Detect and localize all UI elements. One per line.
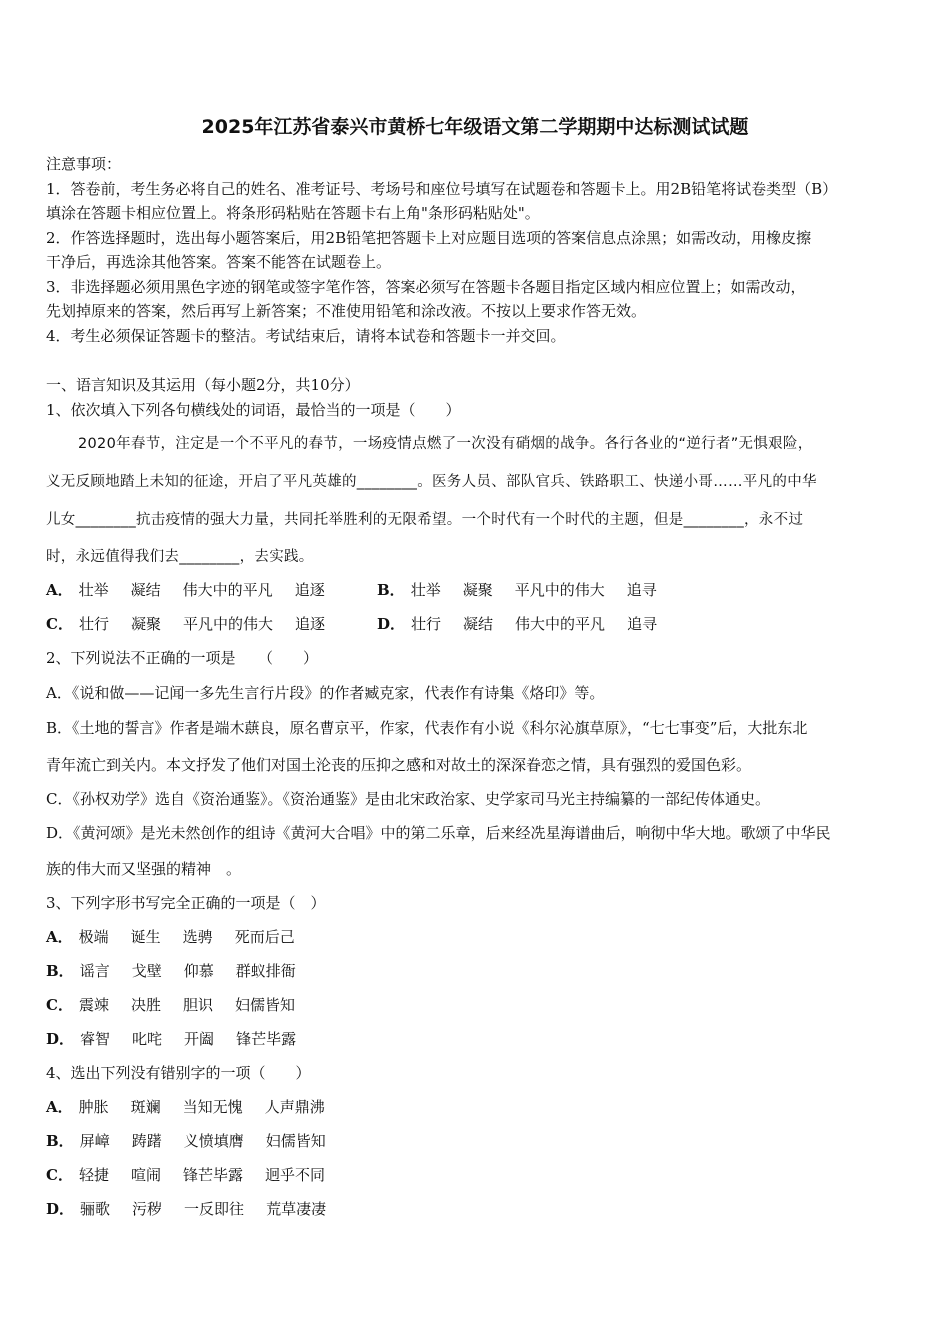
notice-line: 2．作答选择题时，选出每小题答案后，用2B铅笔把答题卡上对应题目选项的答案信息点涂黑；如需改动，用橡皮擦 xyxy=(46,229,812,247)
notice-line: 先划掉原来的答案，然后再写上新答案；不准使用铅笔和涂改液。不按以上要求作答无效。 xyxy=(46,302,647,320)
q1-option-d[interactable]: D． 壮行 凝结 伟大中的平凡 追寻 xyxy=(377,615,658,633)
q1-passage-line: 时，永远值得我们去________，去实践。 xyxy=(46,549,314,565)
q1-option-b[interactable]: B． 壮举 凝聚 平凡中的伟大 追寻 xyxy=(377,581,657,599)
q2-option-d[interactable]: D．《黄河颂》是光未然创作的组诗《黄河大合唱》中的第二乐章，后来经冼星海谱曲后，响彻中华大地。歌颂了中华民 xyxy=(46,824,831,842)
notice-heading: 注意事项： xyxy=(46,155,122,173)
notice-line: 1．答卷前，考生务必将自己的姓名、准考证号、考场号和座位号填写在试题卷和答题卡上。用2B铅笔将试卷类型（B） xyxy=(46,180,838,198)
q1-option-a[interactable]: A． 壮举 凝结 伟大中的平凡 追逐 xyxy=(46,581,325,599)
q1-stem: 1、依次填入下列各句横线处的词语，最恰当的一项是（ ） xyxy=(46,401,461,419)
q4-option-d[interactable]: D． 骊歌 污秽 一反即往 荒草凄凄 xyxy=(46,1200,327,1218)
q3-option-b[interactable]: B． 谣言 戈壁 仰慕 群蚁排衙 xyxy=(46,962,296,980)
q3-option-a[interactable]: A． 极端 诞生 选骋 死而后己 xyxy=(46,928,295,946)
q2-option-c[interactable]: C．《孙权劝学》选自《资治通鉴》。《资治通鉴》是由北宋政治家、史学家司马光主持编纂的一部纪传体通史。 xyxy=(46,790,770,808)
notice-line: 4．考生必须保证答题卡的整洁。考试结束后，请将本试卷和答题卡一并交回。 xyxy=(46,327,566,345)
q4-stem: 4、选出下列没有错别字的一项（ ） xyxy=(46,1064,311,1082)
q1-passage-line: 儿女________抗击疫情的强大力量，共同托举胜利的无限希望。一个时代有一个时代的主题，但是________，永不过 xyxy=(46,512,804,528)
q4-option-b[interactable]: B． 屏嶂 踌躇 义愤填膺 妇儒皆知 xyxy=(46,1132,326,1150)
q2-option-d-cont: 族的伟大而又坚强的精神 。 xyxy=(46,860,242,878)
q3-option-d[interactable]: D． 睿智 叱咤 开阖 锋芒毕露 xyxy=(46,1030,297,1048)
q3-option-c[interactable]: C． 震竦 决胜 胆识 妇儒皆知 xyxy=(46,996,296,1014)
notice-line: 3．非选择题必须用黑色字迹的钢笔或签字笔作答，答案必须写在答题卡各题目指定区域内相应位置上；如需改动， xyxy=(46,278,806,296)
q4-option-c[interactable]: C． 轻捷 喧闹 锋芒毕露 迥乎不同 xyxy=(46,1166,326,1184)
q1-passage-line: 2020年春节，注定是一个不平凡的春节，一场疫情点燃了一次没有硝烟的战争。各行各业的“逆行者”无惧艰险， xyxy=(78,436,813,452)
q2-option-b[interactable]: B．《土地的誓言》作者是端木蕻良，原名曹京平，作家，代表作有小说《科尔沁旗草原》，“七七事变”后，大批东北 xyxy=(46,719,808,737)
q2-option-b-cont: 青年流亡到关内。本文抒发了他们对国土沦丧的压抑之感和对故土的深深眷恋之情，具有强烈的爱国色彩。 xyxy=(46,756,752,774)
q1-option-c[interactable]: C． 壮行 凝聚 平凡中的伟大 追逐 xyxy=(46,615,326,633)
q1-passage-line: 义无反顾地踏上未知的征途，开启了平凡英雄的________。医务人员、部队官兵、铁路职工、快递小哥……平凡的中华 xyxy=(46,474,817,490)
q4-option-a[interactable]: A． 肿胀 斑斓 当知无愧 人声鼎沸 xyxy=(46,1098,325,1116)
q2-stem: 2、下列说法不正确的一项是 （ ） xyxy=(46,649,319,667)
notice-line: 填涂在答题卡相应位置上。将条形码粘贴在答题卡右上角"条形码粘贴处"。 xyxy=(46,204,540,222)
page-title: 2025年江苏省泰兴市黄桥七年级语文第二学期期中达标测试试题 xyxy=(201,116,749,138)
section-heading: 一、语言知识及其运用（每小题2分，共10分） xyxy=(46,376,360,394)
q3-stem: 3、下列字形书写完全正确的一项是（ ） xyxy=(46,894,326,912)
q2-option-a[interactable]: A．《说和做——记闻一多先生言行片段》的作者臧克家，代表作有诗集《烙印》等。 xyxy=(46,684,605,702)
notice-line: 干净后，再选涂其他答案。答案不能答在试题卷上。 xyxy=(46,253,392,271)
